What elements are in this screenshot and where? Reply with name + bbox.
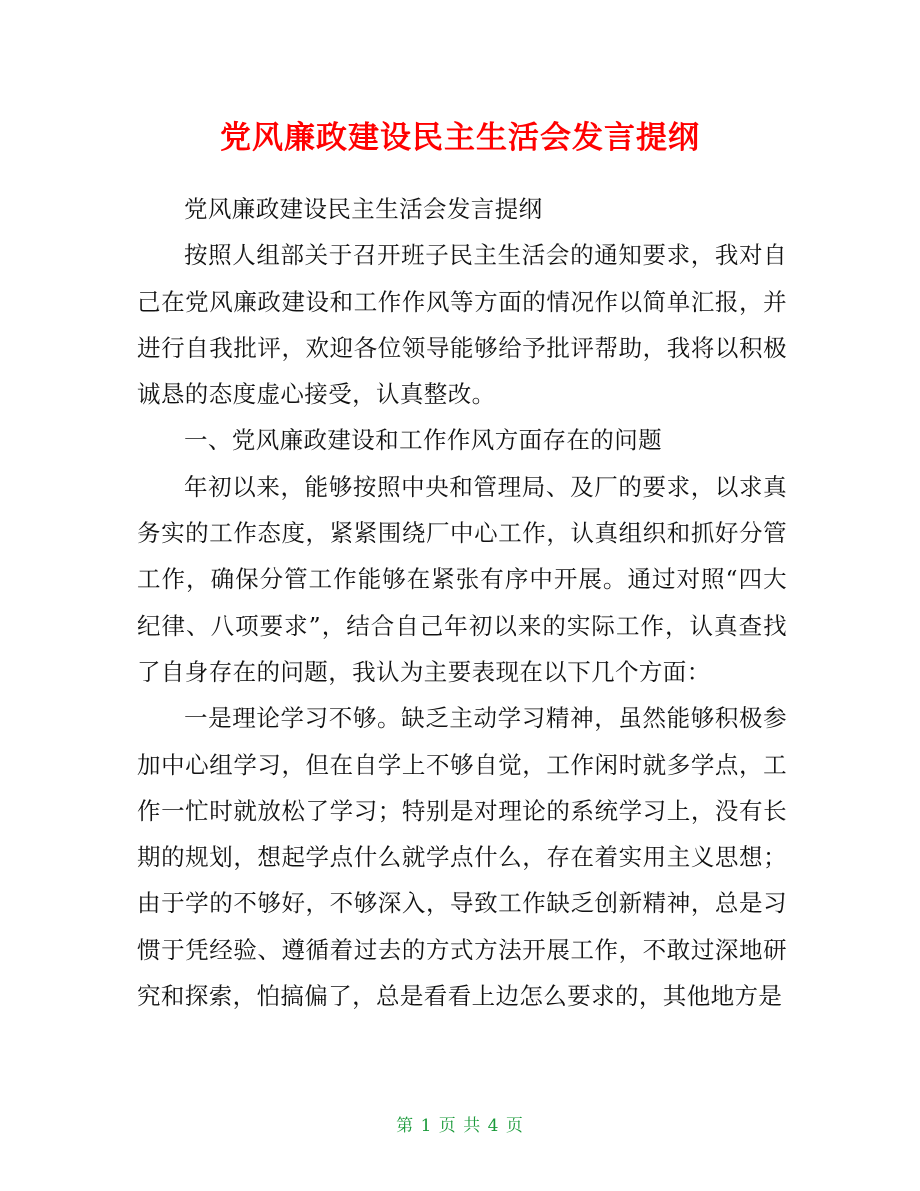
paragraph-intro: 按照人组部关于召开班子民主生活会的通知要求，我对自己在党风廉政建设和工作作风等方面的情况作以简单汇报，并进行自我批评，欢迎各位领导能够给予批评帮助，我将以积极诚恳的态度虚心接受，认真整改。 (137, 241, 787, 409)
document-title: 党风廉政建设民主生活会发言提纲 (220, 120, 700, 156)
section-heading: 一、党风廉政建设和工作作风方面存在的问题 (184, 426, 662, 455)
paragraph-subtitle: 党风廉政建设民主生活会发言提纲 (184, 195, 543, 223)
paragraph-overview: 年初以来，能够按照中央和管理局、及厂的要求，以求真务实的工作态度，紧紧围绕厂中心工作，认真组织和抓好分管工作，确保分管工作能够在紧张有序中开展。通过对照“四大纪律、八项要求”，结合自己年初以来的实际工作，认真查找了自身存在的问题，我认为主要表现在以下几个方面： (137, 472, 787, 686)
paragraph-point-one: 一是理论学习不够。缺乏主动学习精神，虽然能够积极参加中心组学习，但在自学上不够自觉，工作闲时就多学点，工作一忙时就放松了学习；特别是对理论的系统学习上，没有长期的规划，想起学点什么就学点什么，存在着实用主义思想；由于学的不够好，不够深入，导致工作缺乏创新精神，总是习惯于凭经验、遵循着过去的方式方法开展工作，不敢过深地研究和探索，怕搞偏了，总是看看上边怎么要求的，其他地方是 (137, 704, 787, 1011)
document-body (137, 186, 787, 1019)
page-number-footer: 第 1 页 共 4 页 (396, 1116, 524, 1136)
